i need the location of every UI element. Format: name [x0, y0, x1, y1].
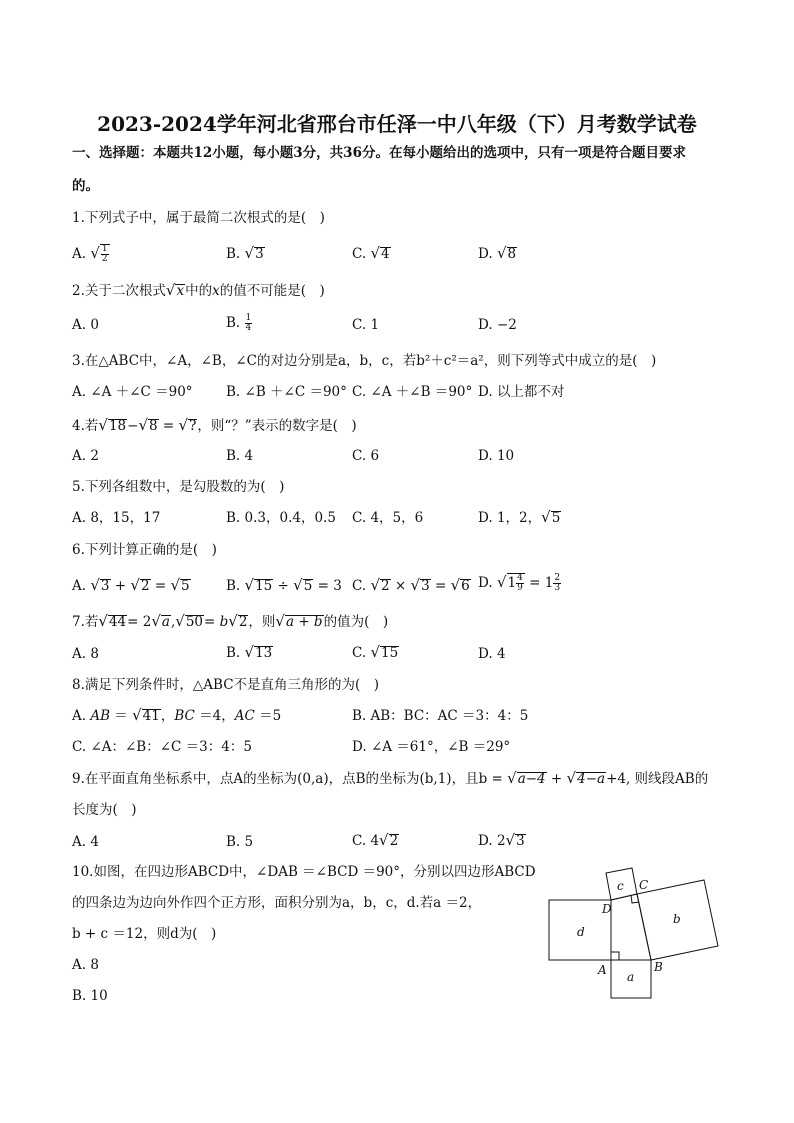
- q7-option-a: A. 8: [72, 646, 99, 662]
- question-1: [72, 212, 325, 226]
- q6-option-c: C. √2 × √3 = √6: [352, 576, 470, 594]
- quadrilateral-abcd: [611, 894, 651, 960]
- question-10: 10.如图，在四边形ABCD中，∠DAB ＝∠BCD ＝90°，分别以四边形ABCD: [72, 864, 536, 880]
- right-angle-mark-a: [611, 952, 619, 960]
- q1-option-d: D. √8: [478, 244, 517, 262]
- q2-option-c: C. 1: [352, 317, 380, 333]
- q4-option-b: B. 4: [226, 448, 254, 464]
- q9-option-c: C. 4√2: [352, 831, 399, 849]
- question-number: 1.: [72, 210, 85, 226]
- quadrilateral-squares-figure: [540, 862, 730, 1004]
- label-C: C: [639, 878, 649, 892]
- q3-option-a: A. ∠A ＋∠C ＝90°: [72, 384, 193, 400]
- q5-option-c: C. 4，5，6: [352, 510, 424, 526]
- question-3: 3.在△ABC中，∠A，∠B，∠C的对边分别是a，b，c，若b²＋c²＝a²，则下列等式中成立的是( ): [72, 353, 657, 369]
- q2-option-d: D. −2: [478, 317, 517, 333]
- question-4: 4.若√18−√8 = √?，则“？”表示的数字是( ): [72, 416, 357, 434]
- q9-option-b: B. 5: [226, 834, 254, 850]
- question-9: 9.在平面直角坐标系中，点A的坐标为(0,a)，点B的坐标为(b,1)，且b = √a−4 + √4−a+4, 则线段AB的: [72, 769, 709, 787]
- q6-option-b: B. √15 ÷ √5 = 3: [226, 576, 342, 594]
- q1-option-a: A. √ $\frac{1}{2}$: [72, 244, 108, 264]
- q10-option-b: B. 10: [72, 988, 108, 1004]
- question-9-cont: 长度为( ): [72, 802, 137, 818]
- label-a: a: [627, 970, 635, 984]
- label-d: d: [577, 925, 585, 939]
- label-B: B: [654, 960, 663, 974]
- q1-option-b: B. √3: [226, 244, 264, 262]
- q7-option-c: C. √15: [352, 643, 399, 661]
- q3-option-d: D. 以上都不对: [478, 384, 565, 400]
- question-8: 8.满足下列条件时，△ABC不是直角三角形的为( ): [72, 677, 380, 693]
- question-6: 6.下列计算正确的是( ): [72, 542, 217, 558]
- q8-option-b: B. AB：BC：AC ＝3：4：5: [352, 708, 529, 724]
- q7-option-b: B. √13: [226, 643, 273, 661]
- label-D: D: [602, 902, 612, 916]
- section-heading-cont: 的。: [72, 178, 99, 194]
- label-b: b: [673, 912, 681, 926]
- question-stem: 下列式子中，属于最简二次根式的是( ): [84, 210, 325, 226]
- question-2: 2.关于二次根式√x中的x的值不可能是( ): [72, 281, 325, 299]
- q2-option-b: B. $\frac{1}{4}$: [226, 313, 252, 333]
- q4-option-a: A. 2: [72, 448, 99, 464]
- q6-option-d: D. √1 $\frac{4}{9}$ = 1 $\frac{2}{3}$: [478, 573, 561, 593]
- q5-option-a: A. 8，15，17: [72, 510, 161, 526]
- question-7: 7.若√44= 2√a,√50= b√2，则√a + b的值为( ): [72, 612, 389, 630]
- section-heading: 一、选择题：本题共12小题，每小题3分，共36分。在每小题给出的选项中，只有一项是符合题目要求: [72, 145, 686, 161]
- question-10-cont1: 的四条边为边向外作四个正方形，面积分别为a，b，c，d.若a ＝2，: [72, 895, 482, 911]
- q7-option-d: D. 4: [478, 646, 506, 662]
- q5-option-d: D. 1，2，√5: [478, 508, 561, 526]
- q9-option-a: A. 4: [72, 834, 99, 850]
- q6-option-a: A. √3 + √2 = √5: [72, 576, 190, 594]
- page-title: 2023-2024学年河北省邢台市任泽一中八年级（下）月考数学试卷: [97, 112, 697, 136]
- label-c: c: [617, 879, 624, 893]
- question-5: 5.下列各组数中，是勾股数的为( ): [72, 479, 285, 495]
- q1-option-c: C. √4: [352, 244, 390, 262]
- q3-option-b: B. ∠B ＋∠C ＝90°: [226, 384, 347, 400]
- q8-option-d: D. ∠A ＝61°，∠B ＝29°: [352, 739, 511, 755]
- q5-option-b: B. 0.3，0.4，0.5: [226, 510, 336, 526]
- q10-option-a: A. 8: [72, 957, 99, 973]
- q3-option-c: C. ∠A ＋∠B ＝90°: [352, 384, 473, 400]
- label-A: A: [598, 963, 607, 977]
- q4-option-c: C. 6: [352, 448, 380, 464]
- q8-option-a: A. AB ＝ √41，BC ＝4，AC ＝5: [72, 706, 282, 724]
- q2-option-a: A. 0: [72, 317, 99, 333]
- q4-option-d: D. 10: [478, 448, 515, 464]
- question-10-cont2: b + c ＝12，则d为( ): [72, 926, 217, 942]
- q8-option-c: C. ∠A：∠B：∠C ＝3：4：5: [72, 739, 252, 755]
- q9-option-d: D. 2√3: [478, 831, 525, 849]
